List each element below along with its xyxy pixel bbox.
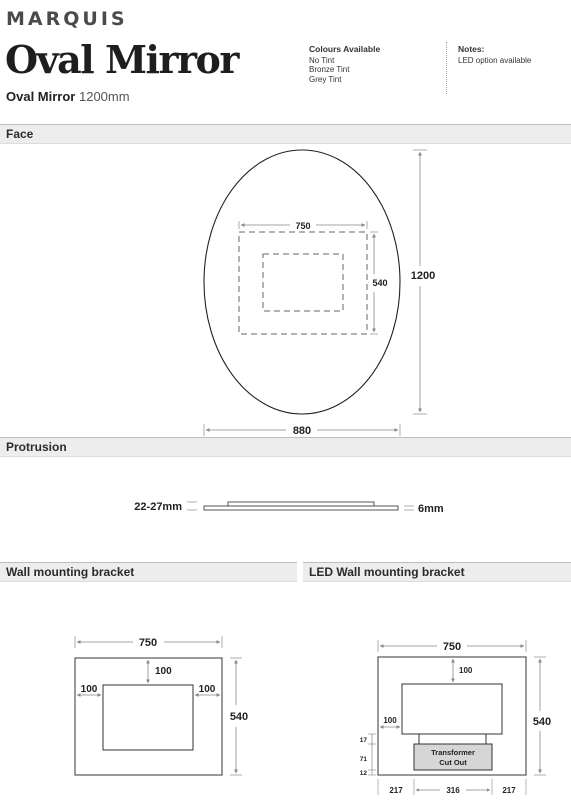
face-height-label: 1200	[410, 270, 436, 282]
bracket-height-label: 540	[229, 711, 249, 723]
subtitle-name: Oval Mirror	[6, 89, 76, 104]
section-protrusion-title: Protrusion	[6, 440, 67, 454]
led-bracket-height-label: 540	[532, 716, 552, 728]
colour-option: Grey Tint	[309, 74, 342, 84]
face-inner-width-label: 750	[295, 221, 311, 231]
section-wall-bracket-title: Wall mounting bracket	[6, 565, 135, 579]
led-bracket-width-label: 750	[442, 641, 462, 653]
led-dim-bottom-right: 217	[502, 786, 516, 795]
colour-option: No Tint	[309, 55, 335, 65]
backing-panel-side	[228, 502, 374, 506]
mirror-outline	[204, 150, 400, 414]
led-dim-12: 12	[359, 770, 367, 777]
face-drawing	[204, 150, 435, 437]
colours-heading: Colours Available	[309, 44, 381, 54]
protrusion-depth-label: 22-27mm	[134, 501, 182, 513]
bracket-outer	[75, 658, 222, 775]
brand-logo: MARQUIS	[6, 8, 128, 30]
led-dim-71: 71	[359, 756, 367, 763]
face-width-label: 880	[292, 425, 312, 437]
protrusion-thickness-label: 6mm	[418, 503, 444, 515]
led-dim-bottom-left: 217	[389, 786, 403, 795]
led-outer-dashed	[239, 232, 367, 334]
section-face-title: Face	[6, 127, 34, 141]
led-inner-dashed	[263, 254, 343, 311]
led-bracket-top-label: 100	[459, 666, 473, 675]
bracket-left-label: 100	[80, 684, 98, 695]
page-title: Oval Mirror	[5, 37, 238, 82]
wall-bracket-drawing	[75, 636, 248, 775]
notes-heading: Notes:	[458, 44, 485, 54]
face-inner-height-label: 540	[372, 278, 388, 288]
notes-text: LED option available	[458, 55, 532, 65]
bracket-cutout	[103, 685, 193, 750]
led-bracket-left-label: 100	[383, 716, 397, 725]
led-bracket-drawing	[360, 640, 551, 795]
colour-option: Bronze Tint	[309, 65, 350, 75]
transformer-label-1: Transformer	[431, 748, 475, 757]
bracket-top-label: 100	[155, 666, 172, 677]
bracket-right-label: 100	[198, 684, 216, 695]
led-dim-bottom-mid: 316	[446, 786, 460, 795]
transformer-label-2: Cut Out	[439, 758, 467, 767]
bracket-width-label: 750	[138, 637, 158, 649]
led-dim-17: 17	[359, 737, 367, 744]
protrusion-drawing	[134, 501, 444, 515]
mirror-panel-side	[204, 506, 398, 510]
subtitle-size: 1200mm	[78, 89, 130, 104]
section-led-bracket-title: LED Wall mounting bracket	[309, 565, 465, 579]
led-bracket-cutout	[402, 684, 502, 734]
